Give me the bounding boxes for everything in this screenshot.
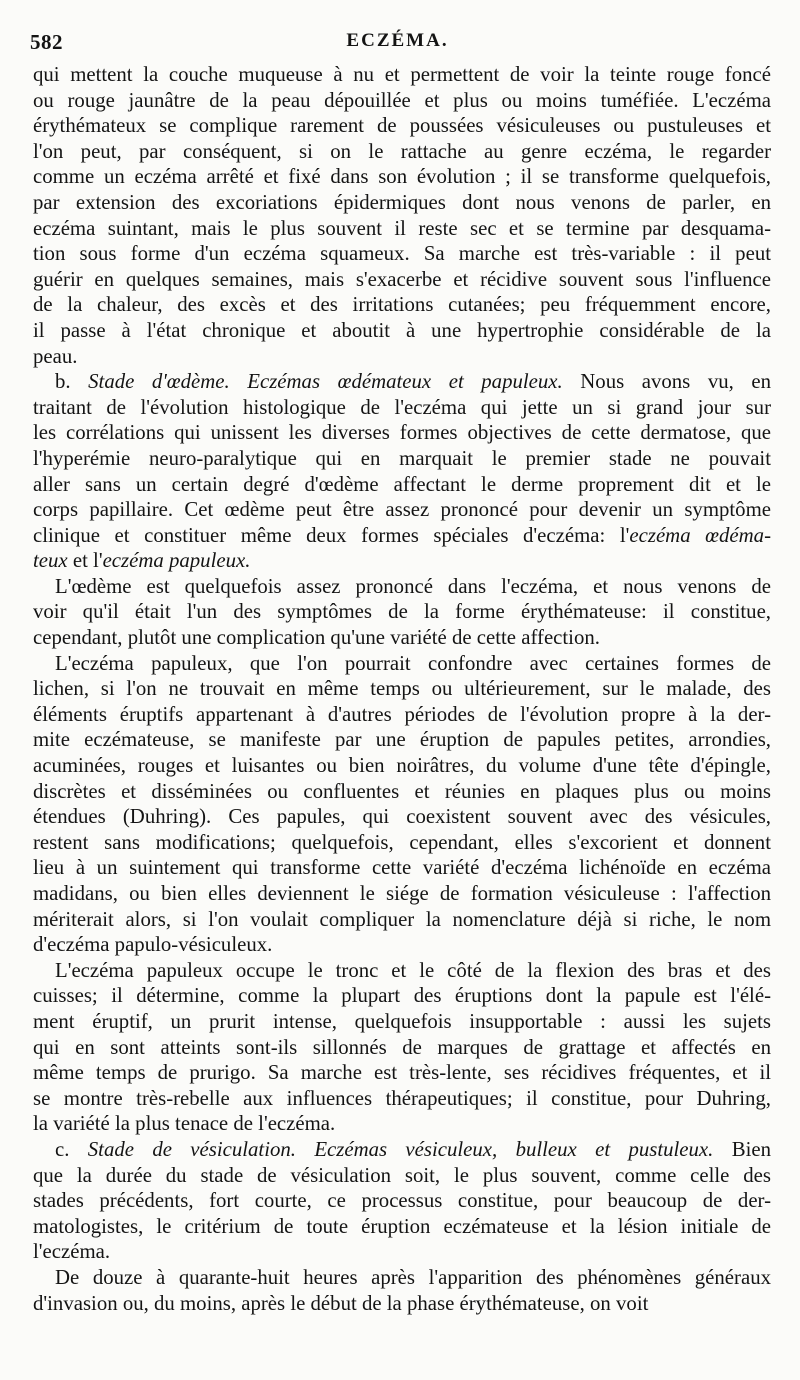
text-line (33, 497, 771, 523)
text-line (33, 62, 771, 88)
text-line (33, 164, 771, 190)
text-line (33, 779, 771, 805)
text-run: peau. (33, 344, 78, 368)
text-run: la variété la plus tenace de l'eczéma. (33, 1112, 336, 1136)
text-run: étendues (Duhring). Ces papules, qui coexistent souvent avec des vésicules, (33, 805, 771, 829)
text-line (33, 1239, 771, 1265)
text-run: eczéma suintant, mais le plus souvent il reste sec et se termine par desquama- (33, 216, 771, 240)
text-line (33, 804, 771, 830)
text-run: ment éruptif, un prurit intense, quelquefois insupportable : aussi les sujets (33, 1009, 771, 1033)
text-line (33, 369, 771, 395)
text-line (33, 1137, 771, 1163)
text-run: L'eczéma papuleux occupe le tronc et le côté de la flexion des bras et des (55, 958, 771, 982)
text-run: éléments éruptifs appartenant à d'autres périodes de l'évolution propre à la der- (33, 702, 771, 726)
text-line (33, 292, 771, 318)
text-line (33, 907, 771, 933)
paragraph (33, 651, 771, 958)
paragraph (33, 574, 771, 651)
text-line (33, 113, 771, 139)
text-run: Nous avons vu, en (562, 370, 771, 394)
text-line (33, 881, 771, 907)
text-line (33, 1086, 771, 1112)
text-run: d'eczéma papulo-vésiculeux. (33, 933, 273, 957)
text-run: b. (55, 370, 89, 394)
text-line (33, 420, 771, 446)
text-line (33, 958, 771, 984)
text-run: acuminées, rouges et luisantes ou bien noirâtres, du volume d'une tête d'épingle, (33, 754, 771, 778)
text-line (33, 727, 771, 753)
text-line (33, 139, 771, 165)
text-run: lieu à un suintement qui transforme cette variété d'eczéma lichénoïde en eczéma (33, 856, 771, 880)
text-run: L'eczéma papuleux, que l'on pourrait confondre avec certaines formes de (55, 651, 771, 675)
text-run: stades précédents, fort courte, ce processus constitue, pour beaucoup de der- (33, 1189, 771, 1213)
text-line (33, 599, 771, 625)
text-run: l'eczéma. (33, 1240, 111, 1264)
text-line (33, 676, 771, 702)
text-line (33, 855, 771, 881)
paragraph (33, 958, 771, 1137)
text-run: ou rouge jaunâtre de la peau dépouillée et plus ou moins tuméfiée. L'eczéma (33, 88, 771, 112)
paragraph (33, 1265, 771, 1316)
text-run: traitant de l'évolution histologique de l'eczéma qui jette un si grand jour sur (33, 395, 771, 419)
text-line (33, 548, 771, 574)
text-line (33, 344, 771, 370)
text-line (33, 1291, 771, 1317)
text-run: par extension des excoriations épidermiques dont nous venons de parler, en (33, 190, 771, 214)
text-run: discrètes et disséminées ou confluentes et réunies en plaques plus ou moins (33, 779, 771, 803)
text-run: et l' (67, 549, 103, 573)
text-line (33, 318, 771, 344)
text-run: aller sans un certain degré d'œdème affectant le derme proprement dit et le (33, 472, 771, 496)
italic-text: Stade de vésiculation. Eczémas vésiculeux, bulleux et pustuleux. (87, 1137, 714, 1161)
text-line (33, 702, 771, 728)
text-line (33, 574, 771, 600)
text-run: cependant, plutôt une complication qu'une variété de cette affection. (33, 626, 600, 650)
paragraph (33, 62, 771, 369)
text-run: de la chaleur, des excès et des irritations cutanées; peu fréquemment encore, (33, 293, 771, 317)
text-run: c. (55, 1137, 88, 1161)
page-header (30, 30, 765, 60)
text-run: mériterait alors, si l'on voulait compliquer la nomenclature déjà si riche, le nom (33, 907, 771, 931)
text-line (33, 190, 771, 216)
text-line (33, 88, 771, 114)
italic-text: teux (33, 549, 68, 573)
running-title: ECZÉMA. (346, 30, 449, 51)
text-line (33, 472, 771, 498)
text-line (33, 1214, 771, 1240)
text-run: qui en sont atteints sont-ils sillonnés de marques de grattage et affectés en (33, 1035, 771, 1059)
text-line (33, 1163, 771, 1189)
paragraph (33, 369, 771, 574)
text-line (33, 241, 771, 267)
italic-text: Stade d'œdème. Eczémas œdémateux et papuleux. (88, 370, 563, 394)
text-run: restent sans modifications; quelquefois, cependant, elles s'excorient et donnent (33, 830, 771, 854)
text-run: qui mettent la couche muqueuse à nu et permettent de voir la teinte rouge foncé (33, 63, 771, 86)
text-line (33, 1265, 771, 1291)
body-text (33, 62, 771, 1316)
text-run: l'hyperémie neuro-paralytique qui en marquait le premier stade ne pouvait (33, 446, 771, 470)
text-line (33, 651, 771, 677)
text-run: cuisses; il détermine, comme la plupart des éruptions dont la papule est l'élé- (33, 984, 771, 1008)
text-run: voir qu'il était l'un des symptômes de la forme érythémateuse: il constitue, (33, 600, 771, 624)
text-line (33, 1060, 771, 1086)
text-run: se montre très-rebelle aux influences thérapeutiques; il constitue, pour Duhring, (33, 1086, 771, 1110)
text-run: clinique et constituer même deux formes spéciales d'eczéma: l' (33, 523, 630, 547)
text-line (33, 932, 771, 958)
text-line (33, 446, 771, 472)
text-line (33, 267, 771, 293)
paragraph (33, 1137, 771, 1265)
text-run: érythémateux se complique rarement de poussées vésiculeuses ou pustuleuses et (33, 114, 771, 138)
text-run: madidans, ou bien elles deviennent le siége de formation vésiculeuse : l'affection (33, 882, 771, 905)
text-line (33, 830, 771, 856)
text-line (33, 216, 771, 242)
text-run: De douze à quarante-huit heures après l'apparition des phénomènes généraux (55, 1265, 771, 1289)
text-line (33, 625, 771, 651)
italic-text: eczéma papuleux. (102, 549, 251, 573)
text-run: même temps de prurigo. Sa marche est très-lente, ses récidives fréquentes, et il (33, 1061, 771, 1085)
text-run: d'invasion ou, du moins, après le début de la phase érythémateuse, on voit (33, 1291, 649, 1315)
text-run: L'œdème est quelquefois assez prononcé dans l'eczéma, et nous venons de (55, 574, 771, 598)
text-run: matologistes, le critérium de toute éruption eczémateuse et la lésion initiale de (33, 1214, 771, 1238)
text-run: l'on peut, par conséquent, si on le rattache au genre eczéma, le regarder (33, 139, 771, 163)
italic-text: eczéma œdéma- (629, 523, 771, 547)
text-line (33, 523, 771, 549)
text-run: corps papillaire. Cet œdème peut être assez prononcé pour devenir un symptôme (33, 498, 771, 522)
text-run: que la durée du stade de vésiculation soit, le plus souvent, comme celle des (33, 1163, 771, 1187)
text-run: guérir en quelques semaines, mais s'exacerbe et récidive souvent sous l'influence (33, 267, 771, 291)
page-number: 582 (30, 30, 63, 54)
text-run: tion sous forme d'un eczéma squameux. Sa marche est très-variable : il peut (33, 242, 771, 266)
text-run: il passe à l'état chronique et aboutit à une hypertrophie considérable de la (33, 318, 771, 342)
text-line (33, 983, 771, 1009)
text-line (33, 1009, 771, 1035)
text-line (33, 395, 771, 421)
text-run: Bien (713, 1137, 771, 1161)
text-run: les corrélations qui unissent les diverses formes objectives de cette dermatose, que (33, 421, 771, 445)
text-run: comme un eczéma arrêté et fixé dans son évolution ; il se transforme quelquefois, (33, 165, 771, 189)
text-line (33, 1035, 771, 1061)
text-line (33, 1188, 771, 1214)
text-line (33, 1111, 771, 1137)
text-run: mite eczémateuse, se manifeste par une éruption de papules petites, arrondies, (33, 728, 771, 752)
text-run: lichen, si l'on ne trouvait en même temps ou ultérieurement, sur le malade, des (33, 677, 771, 701)
text-line (33, 753, 771, 779)
